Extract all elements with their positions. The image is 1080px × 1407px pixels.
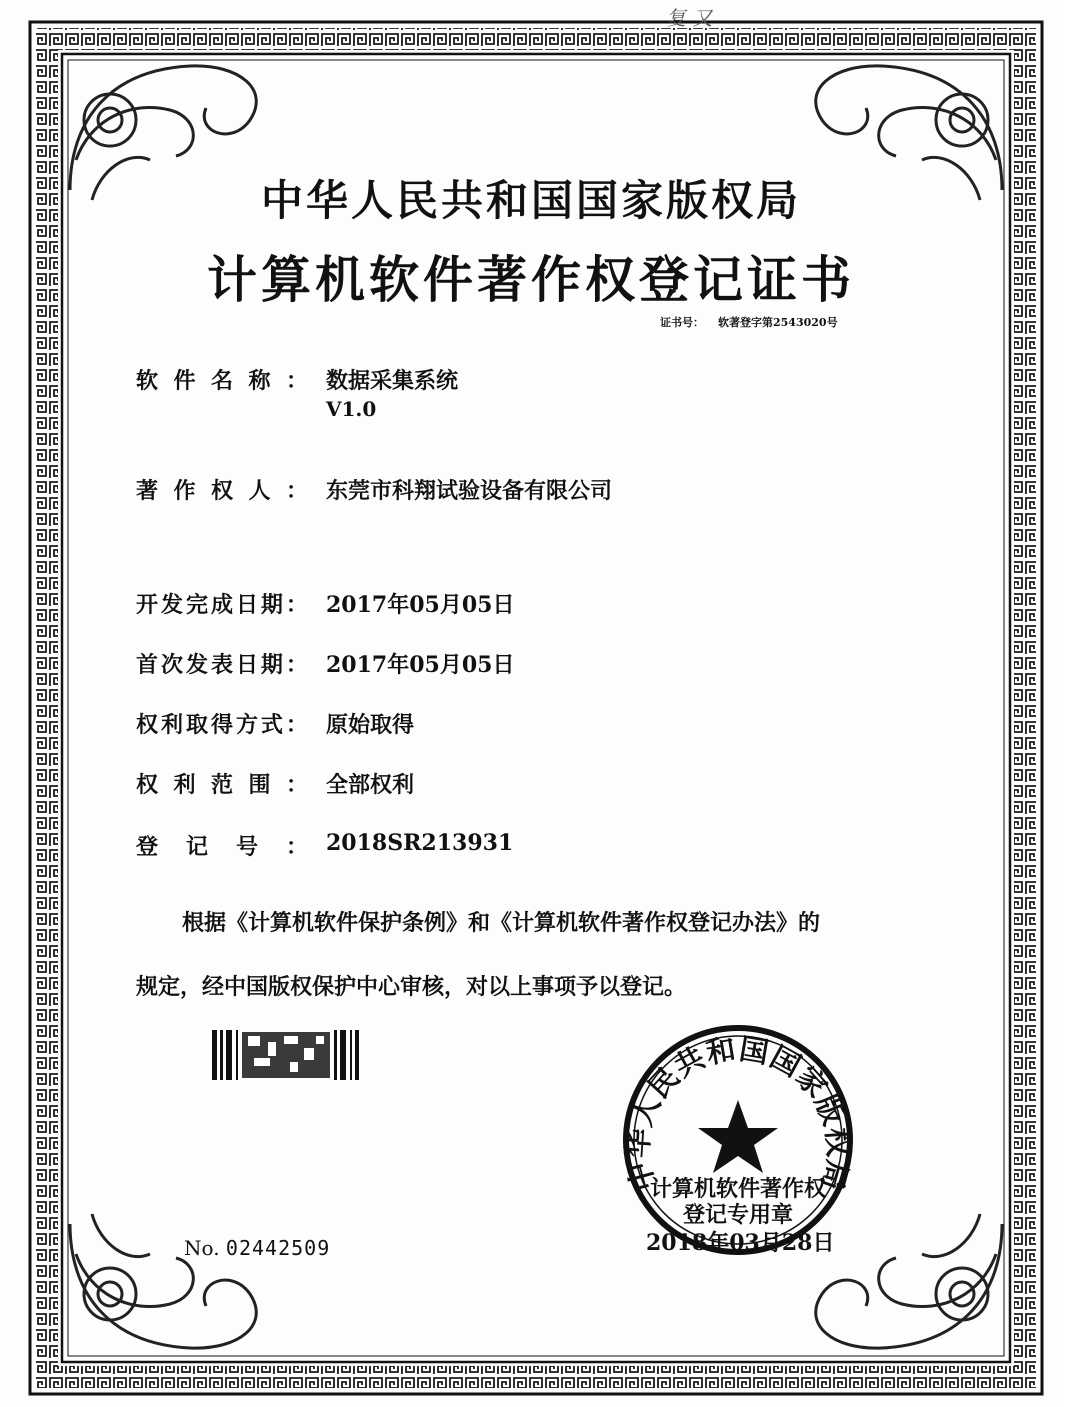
seal-inner-line2: 登记专用章	[682, 1202, 794, 1228]
label-char: 登	[136, 834, 159, 860]
label-char: ：	[285, 772, 308, 798]
label-char: ：	[285, 478, 308, 504]
label-char: ：	[285, 834, 308, 860]
label-char: 称	[248, 368, 271, 394]
star-icon	[698, 1100, 778, 1173]
software-version: V1.0	[326, 397, 377, 421]
label-char: 发	[160, 592, 183, 618]
field-label-registration-number	[136, 830, 308, 861]
serial-value: 02442509	[225, 1236, 331, 1260]
label-char: 完	[185, 592, 208, 618]
label-char: 名	[210, 368, 233, 394]
label-char: 软	[136, 368, 159, 394]
label-char: 日	[235, 652, 258, 678]
seal-ring-text: 中华人民共和国国家版权局	[620, 1031, 856, 1195]
label-char: 开	[136, 592, 159, 618]
key-pattern-top	[36, 28, 1036, 50]
label-char: 首	[136, 652, 159, 678]
label-char: 得	[210, 712, 233, 738]
legal-paragraph-line1: 根据《计算机软件保护条例》和《计算机软件著作权登记办法》的	[182, 910, 821, 936]
field-value-copyright-owner: 东莞市科翔试验设备有限公司	[326, 478, 613, 504]
field-value-first-publication-date: 2017年05月05日	[326, 652, 515, 678]
certificate-number	[660, 314, 838, 330]
issuer-title: 中华人民共和国国家版权局	[260, 176, 801, 225]
label-char: 件	[173, 368, 196, 394]
field-value-acquisition-method: 原始取得	[326, 712, 415, 738]
label-char: 取	[185, 712, 208, 738]
field-label-acquisition-method	[136, 708, 308, 739]
label-char: ：	[285, 368, 308, 394]
label-char: 围	[248, 772, 271, 798]
label-char: 权	[136, 772, 159, 798]
field-label-completion-date	[136, 588, 308, 619]
field-value-software-name	[326, 364, 458, 421]
label-char: 号	[235, 834, 258, 860]
label-char: 利	[160, 712, 183, 738]
software-name: 数据采集系统	[326, 368, 459, 394]
label-char: ：	[285, 652, 308, 678]
label-char: 利	[173, 772, 196, 798]
label-char: 次	[160, 652, 183, 678]
label-char: ：	[285, 592, 308, 618]
seal-date: 2018年03月28日	[646, 1230, 835, 1256]
label-char: 著	[136, 478, 159, 504]
label-char: 权	[210, 478, 233, 504]
key-pattern-left	[36, 28, 58, 1388]
key-pattern-right	[1014, 28, 1036, 1388]
label-char: 期	[260, 592, 283, 618]
label-char: 范	[210, 772, 233, 798]
field-value-completion-date: 2017年05月05日	[326, 592, 515, 618]
label-char: 记	[185, 834, 208, 860]
label-char: 期	[260, 652, 283, 678]
official-seal	[626, 1028, 850, 1252]
label-char: 成	[210, 592, 233, 618]
key-pattern-bottom	[36, 1366, 1036, 1388]
label-char: 发	[185, 652, 208, 678]
corner-ornament-bottom-right	[816, 1214, 1002, 1348]
label-char: 方	[235, 712, 258, 738]
field-value-registration-number: 2018SR213931	[326, 830, 514, 856]
label-char: 作	[173, 478, 196, 504]
label-char: ：	[285, 712, 308, 738]
certificate-title: 计算机软件著作权登记证书	[207, 250, 855, 309]
serial-number	[184, 1236, 330, 1260]
field-label-copyright-owner	[136, 474, 308, 505]
seal-inner-line1: 计算机软件著作权	[649, 1176, 827, 1202]
label-char: 式	[260, 712, 283, 738]
field-label-first-publication-date	[136, 648, 308, 679]
serial-label: No.	[184, 1236, 220, 1260]
label-char: 日	[235, 592, 258, 618]
corner-ornament-bottom-left	[70, 1214, 256, 1348]
field-value-rights-scope: 全部权利	[326, 772, 415, 798]
label-char: 人	[248, 478, 271, 504]
certificate-number-label: 证书号：	[660, 316, 704, 329]
field-label-software-name	[136, 364, 308, 395]
handwritten-note: 复 又	[666, 6, 713, 30]
legal-paragraph-line2: 规定，经中国版权保护中心审核，对以上事项予以登记。	[136, 974, 687, 1000]
barcode-image	[212, 1030, 359, 1080]
label-char: 权	[136, 712, 159, 738]
field-label-rights-scope	[136, 768, 308, 799]
certificate-number-value: 软著登字第2543020号	[718, 316, 838, 329]
label-char: 表	[210, 652, 233, 678]
